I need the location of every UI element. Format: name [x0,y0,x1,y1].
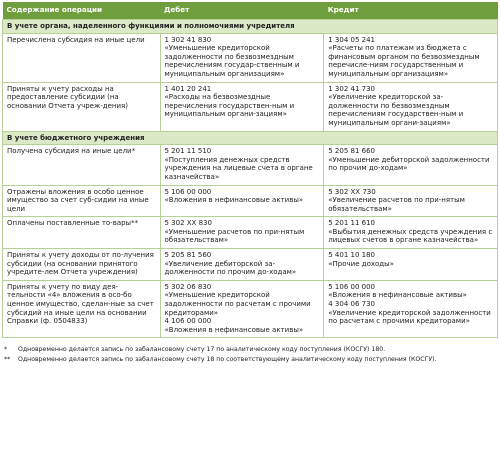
table-row [3,33,498,82]
table-header-row [3,2,498,20]
credit-description: «Расчеты по платежам из бюджета с финансовым органом по безвозмездным перечисле-ниям государственным и муниципальным организациям» [328,44,480,78]
debit-code: 5 106 00 000 [164,187,212,196]
debit-code: 1 401 20 241 [164,84,212,93]
debit-cell [160,82,324,131]
operation-cell: Приняты к учету доходы от по-лучения субсидии (на основании принятого учредите-лем Отчета учреждения) [3,249,161,281]
debit-code: 1 302 41 830 [164,35,212,44]
credit-description-secondary: «Увеличение кредиторской задолженности по расчетам с прочими кредиторами» [328,308,491,326]
table-row [3,217,498,249]
operation-cell: Получена субсидия на иные цели* [3,145,161,185]
operation-cell: Приняты к учету расходы на предоставление субсидии (на основании Отчета учреж-дения) [3,82,161,131]
credit-code: 1 304 05 241 [328,35,376,44]
credit-code: 5 302 XX 730 [328,187,376,196]
debit-description-secondary: «Вложения в нефинансовые активы» [164,325,304,334]
credit-description: «Уменьшение дебиторской задолженности по прочим до-ходам» [328,155,490,173]
operation-cell: Перечислена субсидия на иные цели [3,33,161,82]
credit-cell [324,249,498,281]
table-row [3,185,498,217]
credit-code: 5 401 10 180 [328,251,376,260]
table-row [3,82,498,131]
footnote-text: Одновременно делается запись по забалансовому счету 17 по аналитическому коду поступления (КОСГУ) 180. [18,346,386,354]
credit-cell [324,145,498,185]
debit-description: «Уменьшение кредиторской задолженности по безвозмездным перечислениям государ-ственным и муниципальным организациям» [164,44,300,78]
credit-description: «Прочие доходы» [328,259,394,268]
credit-cell [324,280,498,338]
debit-description: «Расходы на безвозмездные перечисления государствен-ным и муниципальным органи-зациям» [164,93,295,119]
credit-code: 5 201 11 610 [328,219,376,228]
debit-description: «Увеличение дебиторской за-долженности по прочим до-ходам» [164,259,297,277]
credit-description: «Увеличение кредиторской за-долженности по безвозмездным перечислениям государствен-ным и муниципальным органи-зациям» [328,93,464,127]
debit-code-secondary: 4 106 00 000 [164,317,212,326]
debit-cell [160,33,324,82]
debit-cell [160,217,324,249]
footnotes [2,346,494,363]
debit-description: «Уменьшение расчетов по при-нятым обязательствам» [164,227,305,245]
debit-code: 5 201 11 510 [164,147,212,156]
operation-cell: Отражены вложения в особо ценное имущество за счет суб-сидии на иные цели [3,185,161,217]
footnote-text: Одновременно делается запись по забалансовому счету 18 по соответствующему аналитическому коду поступления (КОСГУ). [18,356,437,363]
debit-description: «Вложения в нефинансовые активы» [164,196,304,205]
credit-cell [324,82,498,131]
header-debit: Дебет [160,2,324,20]
credit-code: 5 205 81 660 [328,147,376,156]
section-row [3,20,498,34]
debit-code: 5 302 06 830 [164,282,212,291]
footnote-mark: ** [4,356,11,363]
credit-description: «Увеличение расчетов по при-нятым обязательствам» [328,196,465,213]
table-row [3,249,498,281]
section-title: В учете органа, наделенного функциями и полномочиями учредителя [3,20,498,34]
footnote [4,346,494,354]
footnote [4,356,494,364]
debit-code: 5 302 XX 830 [164,219,212,228]
debit-cell [160,249,324,281]
credit-cell [324,33,498,82]
debit-cell [160,280,324,338]
debit-cell [160,185,324,217]
header-credit: Кредит [324,2,498,20]
credit-code: 5 106 00 000 [328,282,376,291]
credit-description: «Вложения в нефинансовые активы» [328,291,467,300]
table-row [3,280,498,338]
footnote-mark: * [4,346,8,354]
debit-code: 5 205 81 560 [164,251,212,260]
accounting-entries-table [2,2,498,338]
debit-cell [160,145,324,185]
header-operation: Содержание операции [3,2,161,20]
credit-description: «Выбытия денежных средств учреждения с лицевых счетов в органе казначейства» [328,227,493,245]
section-row [3,131,498,145]
credit-cell [324,185,498,217]
credit-code-secondary: 4 304 06 730 [328,300,376,309]
table-row [3,145,498,185]
operation-cell: Приняты к учету по виду дея-тельности «4» вложения в осо-бо ценное имущество, сделан-ные за счет субсидий на иные цели на основании Справки (ф. 0504833) [3,280,161,338]
debit-description: «Поступления денежных средств учреждения на лицевые счета в органе казначейства» [164,155,313,181]
credit-cell [324,217,498,249]
debit-description: «Уменьшение кредиторской задолженности по расчетам с прочими кредиторами» [164,291,311,317]
credit-code: 1 302 41 730 [328,84,376,93]
section-title: В учете бюджетного учреждения [3,131,498,145]
operation-cell: Оплачены поставленные то-вары** [3,217,161,249]
